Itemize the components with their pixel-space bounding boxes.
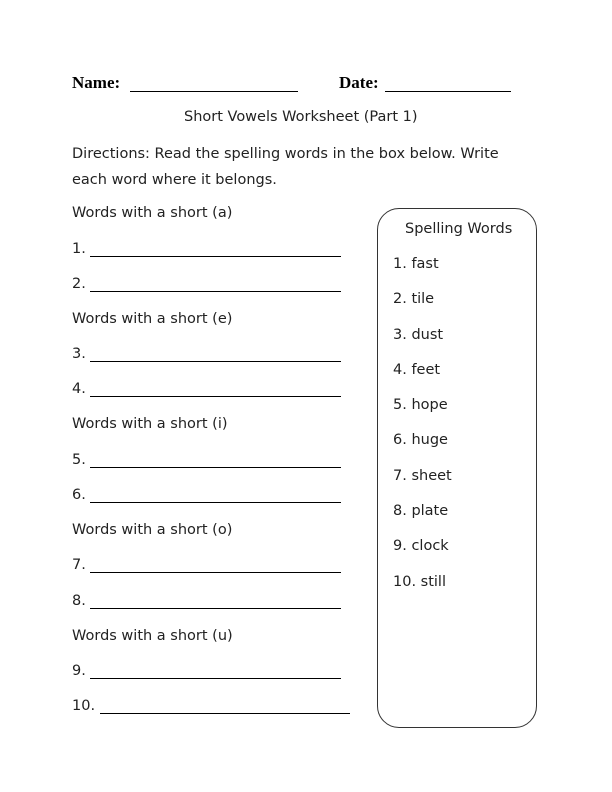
item-number: 8.: [72, 593, 86, 609]
answer-line-7[interactable]: [90, 572, 341, 573]
spelling-word: 3. dust: [393, 327, 444, 343]
spelling-word: 1. fast: [393, 256, 439, 272]
section-heading-i: Words with a short (i): [72, 416, 228, 432]
item-number: 5.: [72, 452, 86, 468]
item-number: 10.: [72, 698, 96, 714]
date-field[interactable]: [385, 91, 511, 92]
spelling-word: 5. hope: [393, 397, 448, 413]
worksheet-title: Short Vowels Worksheet (Part 1): [184, 109, 418, 125]
answer-line-10[interactable]: [100, 713, 350, 714]
answer-line-4[interactable]: [90, 396, 341, 397]
name-label: Name:: [72, 73, 121, 92]
answer-line-1[interactable]: [90, 256, 341, 257]
date-label: Date:: [339, 73, 379, 92]
item-number: 7.: [72, 557, 86, 573]
item-number: 4.: [72, 381, 86, 397]
section-heading-a: Words with a short (a): [72, 205, 233, 221]
item-number: 2.: [72, 276, 86, 292]
answer-line-5[interactable]: [90, 467, 341, 468]
spelling-word: 7. sheet: [393, 468, 452, 484]
answer-line-3[interactable]: [90, 361, 341, 362]
section-heading-u: Words with a short (u): [72, 628, 233, 644]
name-field[interactable]: [130, 91, 298, 92]
item-number: 9.: [72, 663, 86, 679]
spelling-word: 8. plate: [393, 503, 449, 519]
answer-line-6[interactable]: [90, 502, 341, 503]
spelling-word: 2. tile: [393, 291, 435, 307]
spelling-words-title: Spelling Words: [405, 221, 513, 237]
item-number: 1.: [72, 241, 86, 257]
section-heading-e: Words with a short (e): [72, 311, 233, 327]
answer-line-8[interactable]: [90, 608, 341, 609]
answer-line-2[interactable]: [90, 291, 341, 292]
directions-text: Directions: Read the spelling words in the box below. Write each word where it belongs.: [72, 146, 499, 188]
item-number: 6.: [72, 487, 86, 503]
spelling-word: 9. clock: [393, 538, 449, 554]
section-heading-o: Words with a short (o): [72, 522, 233, 538]
item-number: 3.: [72, 346, 86, 362]
spelling-word: 6. huge: [393, 432, 448, 448]
spelling-word: 10. still: [393, 574, 446, 590]
answer-line-9[interactable]: [90, 678, 341, 679]
spelling-word: 4. feet: [393, 362, 441, 378]
